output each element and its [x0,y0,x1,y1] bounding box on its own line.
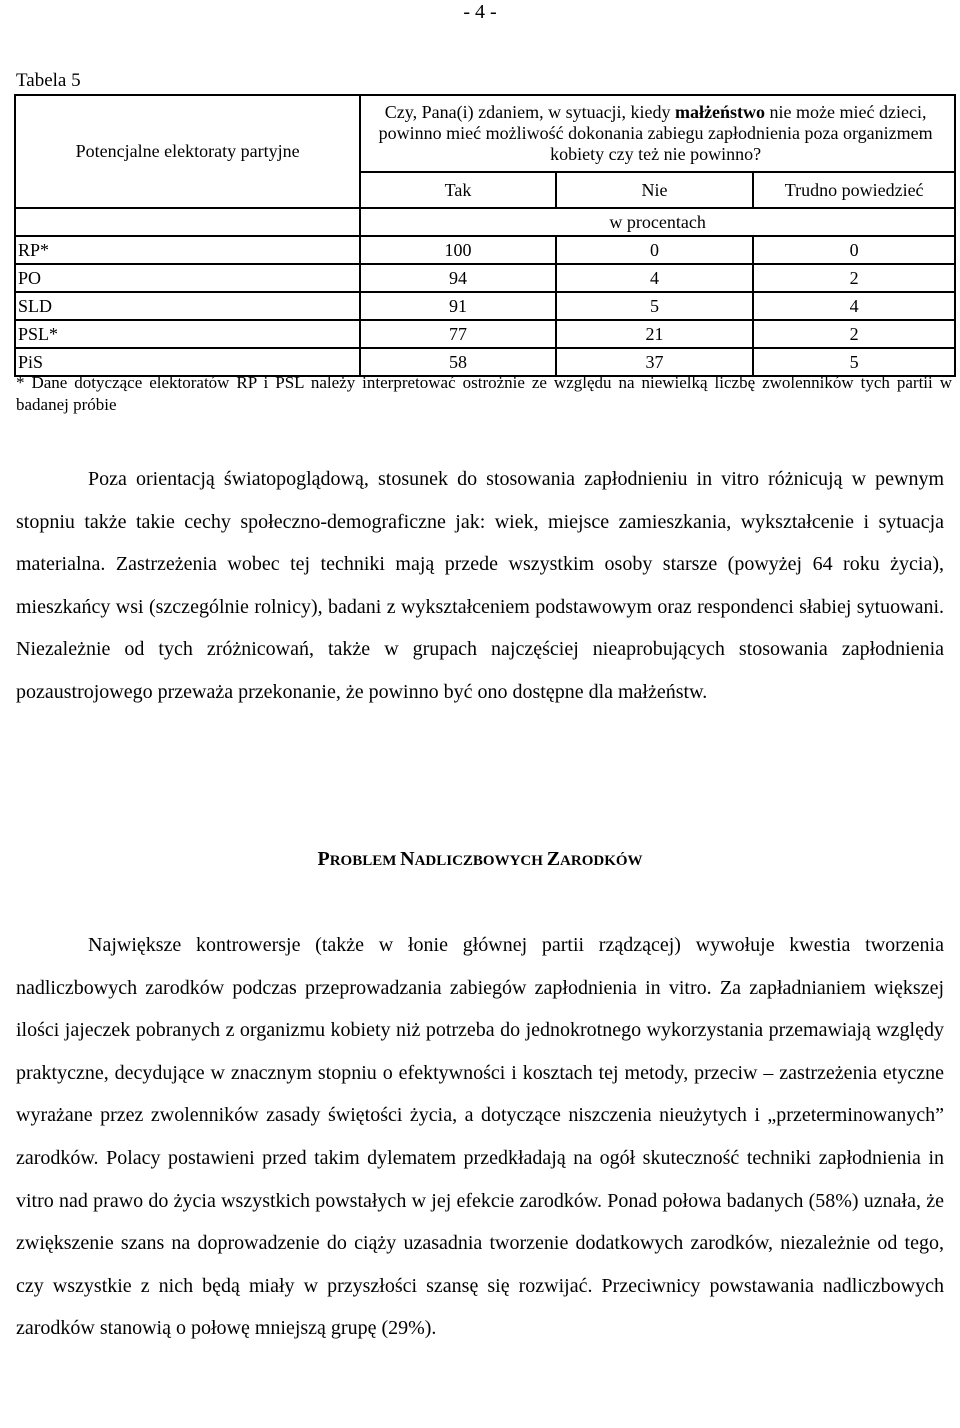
cell-value: 4 [753,292,955,320]
paragraph-1 [16,458,944,714]
row-label: RP* [15,236,360,264]
cell-value: 2 [753,264,955,292]
question-text-before: Czy, Pana(i) zdaniem, w sytuacji, kiedy [384,102,676,122]
cell-value: 4 [556,264,754,292]
unit-empty-cell [15,208,360,236]
heading-cap: P [317,848,330,870]
heading-smallcaps: ROBLEM [329,853,401,869]
header-label-cell [15,95,360,208]
row-label: PiS [15,348,360,376]
cell-value: 94 [360,264,556,292]
question-text-bold: małżeństwo [675,102,766,122]
table-footnote: * Dane dotyczące elektoratów RP i PSL należy interpretować ostrożnie ze względu na niewielką liczbę zwolenników tych partii w badanej próbie [16,373,952,414]
cell-value: 5 [556,292,754,320]
cell-value: 100 [360,236,556,264]
paragraph-1-part-a: Poza orientacją światopoglądową, stosunek do stosowania zapłodnieniu in vitro różnicują w pewnym stopniu także takie cechy społeczno-demograficzne jak: wiek, miejsce zamieszkania, wykształcenie i sytuacja materialna. [16,468,944,576]
heading-smallcaps: ARODKÓW [560,853,643,869]
table-row [15,264,955,292]
heading-cap: Z [546,848,561,870]
cell-value: 37 [556,348,754,376]
table-row [15,320,955,348]
header-label: Potencjalne elektoraty partyjne [75,141,300,161]
question-text-after: nie może mieć dzieci, powinno mieć możliwość dokonania zabiegu zapłodnienia poza organizmem kobiety czy też nie powinno? [378,102,933,164]
table-caption: Tabela 5 [16,70,81,91]
row-label: SLD [15,292,360,320]
cell-value: 77 [360,320,556,348]
table-row [15,292,955,320]
column-header-nie: Nie [556,172,754,208]
row-label: PO [15,264,360,292]
cell-value: 2 [753,320,955,348]
cell-value: 5 [753,348,955,376]
section-heading [0,848,960,871]
cell-value: 91 [360,292,556,320]
heading-smallcaps: ADLICZBOWYCH [414,853,547,869]
survey-table [14,94,956,377]
row-label: PSL* [15,320,360,348]
page-number: - 4 - [463,1,497,23]
paragraph-1-part-b: Zastrzeżenia wobec tej techniki mają przede wszystkim osoby starsze (powyżej 64 roku życia), mieszkańcy wsi (szczególnie rolnicy), badani z wykształceniem podstawowym oraz respondenci słabiej sytuowani. Niezależnie od tych zróżnicowań, także w grupach najczęściej nieaprobujących stosowania zapłodnienia pozaustrojowego przeważa przekonanie, że powinno być ono dostępne dla małżeństw. [16,553,945,703]
unit-label: w procentach [360,208,955,236]
cell-value: 0 [753,236,955,264]
cell-value: 21 [556,320,754,348]
question-cell [360,95,955,172]
table-row [15,236,955,264]
cell-value: 0 [556,236,754,264]
heading-cap: N [400,848,415,870]
cell-value: 58 [360,348,556,376]
column-header-trudno: Trudno powiedzieć [753,172,955,208]
paragraph-2: Największe kontrowersje (także w łonie głównej partii rządzącej) wywołuje kwestia tworzenia nadliczbowych zarodków podczas przeprowadzania zabiegów zapłodnienia in vitro. Za zapładnianiem większej ilości jajeczek pobranych z organizmu kobiety niż potrzeba do jednokrotnego wykorzystania przemawiają względy praktyczne, decydujące w znacznym stopniu o efektywności i kosztach tej metody, przeciw – zastrzeżenia etyczne wyrażane przez zwolenników zasady świętości życia, a dotyczące niszczenia nieużytych i „przeterminowanych” zarodków. Polacy postawieni przed takim dylematem przedkładają na ogół skuteczność techniki zapłodnienia in vitro nad prawo do życia wszystkich powstałych w jej efekcie zarodków. Ponad połowa badanych (58%) uznała, że zwiększenie szans na doprowadzenie do ciąży uzasadnia tworzenie dodatkowych zarodków, niezależnie od tego, czy wszystkie z nich będą miały w przyszłości szansę się rozwijać. Przeciwnicy powstawania nadliczbowych zarodków stanowią o połowę mniejszą grupę (29%). [16,934,944,1340]
column-header-tak: Tak [360,172,556,208]
